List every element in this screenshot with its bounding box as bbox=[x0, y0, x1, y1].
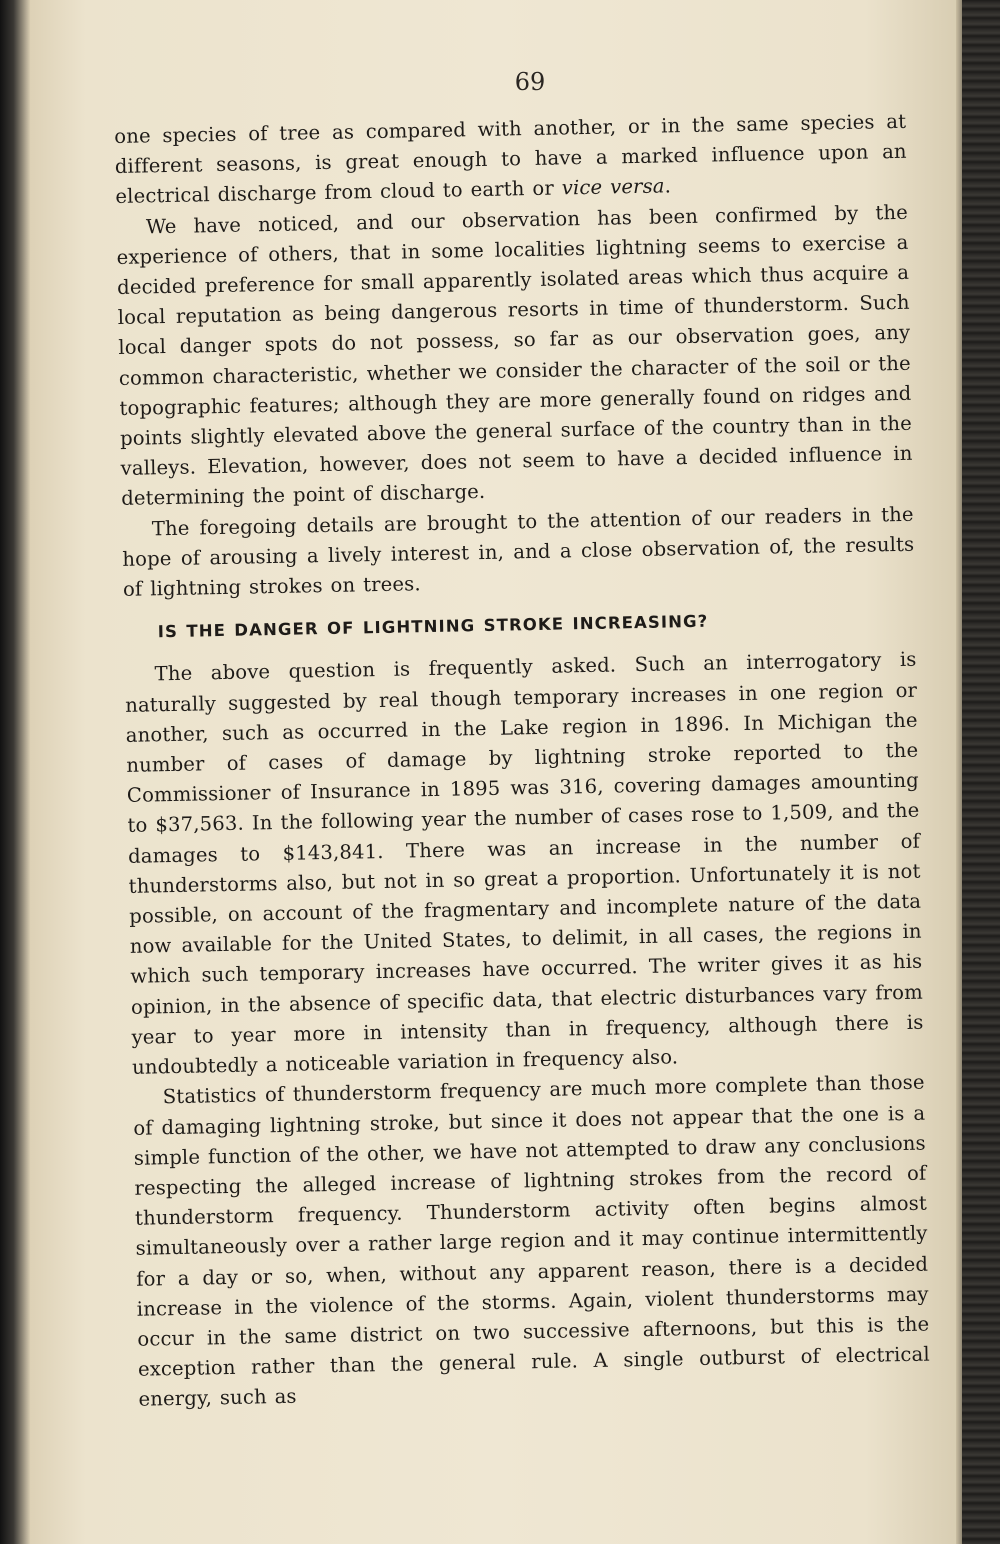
book-left-edge bbox=[0, 0, 30, 1544]
book-cover-edge bbox=[962, 0, 1000, 1544]
section-heading: IS THE DANGER OF LIGHTNING STROKE INCREASING? bbox=[157, 611, 709, 642]
paragraph-above-question: The above question is frequently asked. Such an interrogatory is naturally suggested by real though temporary increases in one region or another, such as occurred in the Lake region in 1896. In Michigan the number of cases of damage by lightning stroke reported to the Commissioner of Insurance in 1895 was 316, covering damages amounting to $37,563. In the following year the number of cases rose to 1,509, and the damages to $143,841. There was an increase in the number of thunderstorms also, but not in so great a proportion. Unfortunately it is not possible, on account of the fragmentary and incomplete nature of the data now available for the United States, to delimit, in all cases, the regions in which such temporary increases have occurred. The writer gives it as his opinion, in the absence of specific data, that electric disturbances vary from year to year more in intensity than in frequency, although there is undoubtedly a noticeable variation in frequency also. bbox=[124, 648, 924, 1079]
paragraph-statistics: Statistics of thunderstorm frequency are much more complete than those of damaging lightning stroke, but since it does not appear that the one is a simple function of the other, we have not attempted to draw any conclusions respecting the alleged increase of lightning strokes from the record of thunderstorm frequency. Thunderstorm activity often begins almost simultaneously over a rather large region and it may continue intermittently for a day or so, when, without any apparent reason, there is a decided increase in the violence of the storms. Again, violent thunderstorms may occur in the same district on two successive afternoons, but this is the exception rather than the general rule. A single outburst of electrical energy, such as bbox=[133, 1070, 931, 1412]
paragraph-continuation bbox=[114, 107, 908, 213]
paragraph-continuation-end: . bbox=[664, 174, 672, 198]
paragraph-local-danger-spots: We have noticed, and our observation has been confirmed by the experience of others, that in some localities lightning seems to exercise a decided preference for small apparently isolated areas which thus acquire a local reputation as being dangerous resorts in time of thunderstorm. Such local danger spots do not possess, so far as our observation goes, any common characteristic, whether we consider the character of the soil or the topographic features; although they are more generally found on ridges and points slightly elevated above the general surface of the country than in the valleys. Elevation, however, does not seem to have a decided influence in determining the point of discharge. bbox=[116, 200, 913, 511]
paragraph-foregoing-details: The foregoing details are brought to the attention of our readers in the hope of arousing a lively interest in, and a close observation of, the results of lightning strokes on trees. bbox=[122, 502, 915, 601]
body-text bbox=[114, 107, 931, 1415]
italic-phrase: vice versa bbox=[561, 174, 665, 200]
paragraph-continuation-text: one species of tree as compared with another, or in the same species at different seasons, is great enough to have a marked influence upon an electrical discharge from cloud to earth or bbox=[114, 109, 907, 209]
page-number: 69 bbox=[514, 68, 546, 96]
